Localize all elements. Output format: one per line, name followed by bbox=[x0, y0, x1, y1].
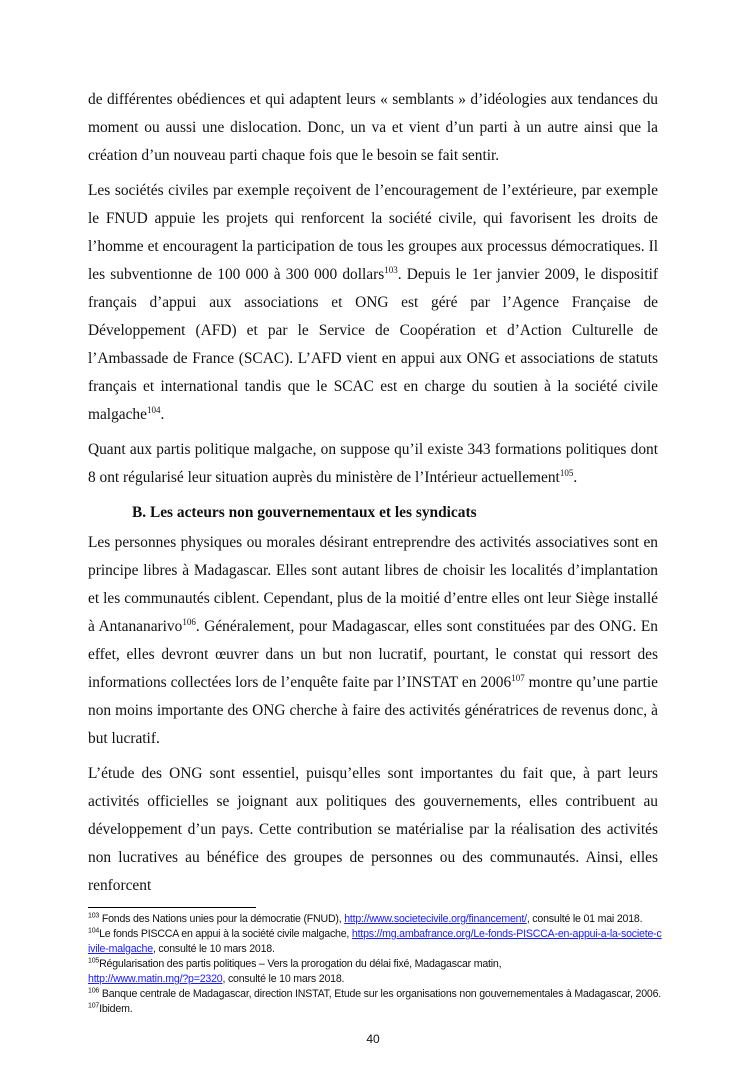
paragraph-text: . Depuis le 1er janvier 2009, le dispositif français d’appui aux associations et ONG est géré par l’Agence Française de Développement (AFD) et par le Service de Coopération et d’Action Culturelle de l’Ambassade de France (SCAC). L’AFD vient en appui aux ONG et associations de statuts français et international tandis que le SCAC est en charge du soutien à la société civile malgache bbox=[88, 266, 658, 423]
footnote-ref[interactable]: 103 bbox=[384, 264, 398, 275]
page-number: 40 bbox=[366, 1032, 380, 1046]
footnote-number: 103 bbox=[88, 912, 100, 920]
footnote bbox=[88, 927, 663, 957]
footnote-text: , consulté le 10 mars 2018. bbox=[152, 943, 275, 955]
footnote bbox=[88, 912, 663, 927]
footnote bbox=[88, 957, 663, 987]
footnote-link[interactable]: https://mg.ambafrance.org/Le-fonds-PISCCA-en-appui-a-la-societe-civile-malgache bbox=[88, 928, 662, 955]
page-body bbox=[88, 86, 658, 900]
paragraph bbox=[88, 436, 658, 492]
footnote bbox=[88, 987, 663, 1002]
footnote-text: Le fonds PISCCA en appui à la société civile malgache, bbox=[99, 928, 352, 940]
footnote-text: Ibidem. bbox=[99, 1003, 133, 1015]
paragraph-text: de différentes obédiences et qui adaptent leurs « semblants » d’idéologies aux tendances du moment ou aussi une dislocation. Donc, un va et vient d’un parti à un autre ainsi que la création d’un nouveau parti chaque fois que le besoin se fait sentir. bbox=[88, 91, 658, 164]
paragraph bbox=[88, 760, 658, 900]
section-heading: B. Les acteurs non gouvernementaux et les syndicats bbox=[132, 504, 477, 521]
footnote-ref[interactable]: 107 bbox=[511, 672, 525, 683]
footnote-text: Fonds des Nations unies pour la démocratie (FNUD), bbox=[99, 913, 345, 925]
footnote-ref[interactable]: 106 bbox=[182, 616, 196, 627]
footnote-ref[interactable]: 105 bbox=[559, 467, 574, 478]
footnote-text: Régularisation des partis politiques – Vers la prorogation du délai fixé, Madagascar matin, bbox=[99, 958, 502, 970]
footnote-number: 105 bbox=[88, 957, 100, 965]
paragraph-text: L’étude des ONG sont essentiel, puisqu’elles sont importantes du fait que, à part leurs activités officielles se joignant aux politiques des gouvernements, elles contribuent au développement d’un pays. Cette contribution se matérialise par la réalisation des activités non lucratives au bénéfice des groupes de personnes ou des communautés. Ainsi, elles renforcent bbox=[88, 765, 658, 894]
footnote-text: Banque centrale de Madagascar, direction INSTAT, Etude sur les organisations non gouvernementales à Madagascar, 2006. bbox=[99, 988, 662, 1000]
paragraph-text: . Généralement, pour Madagascar, elles sont constituées par des ONG. En effet, elles devront œuvrer dans un but non lucratif, pourtant, le constat qui ressort des informations collectées lors de l’enquête faite par l’INSTAT en 2006 bbox=[88, 618, 658, 691]
footnote-text: , consulté le 01 mai 2018. bbox=[526, 913, 643, 925]
footnote bbox=[88, 1002, 663, 1017]
paragraph bbox=[88, 86, 658, 170]
paragraph-text: Les sociétés civiles par exemple reçoivent de l’encouragement de l’extérieure, par exemple le FNUD appuie les projets qui renforcent la société civile, qui favorisent les droits de l’homme et encouragent la participation de tous les groupes aux processus démocratiques. Il les subventionne de 100 000 à 300 000 dollars bbox=[88, 182, 658, 283]
footnote-number: 106 bbox=[88, 987, 100, 995]
paragraph bbox=[88, 177, 658, 429]
footnote-number: 104 bbox=[88, 927, 100, 935]
paragraph-text: montre qu’une partie non moins importante des ONG cherche à faire des activités génératrices de revenus donc, à but lucratif. bbox=[88, 674, 658, 747]
paragraph-text: Les personnes physiques ou morales désirant entreprendre des activités associatives sont en principe libres à Madagascar. Elles sont autant libres de choisir les localités d’implantation et les communautés ciblent. Cependant, plus de la moitié d’entre elles ont leur Siège installé à Antananarivo bbox=[88, 534, 658, 635]
paragraph-text: . bbox=[160, 406, 165, 423]
footnote-separator bbox=[88, 907, 256, 908]
paragraph bbox=[88, 529, 658, 753]
footnote-text: , consulté le 10 mars 2018. bbox=[222, 973, 345, 985]
footnote-link[interactable]: http://www.societecivile.org/financement/ bbox=[344, 913, 527, 925]
paragraph-text: . bbox=[573, 469, 578, 486]
footnotes bbox=[88, 912, 663, 1017]
footnote-link[interactable]: http://www.matin.mg/?p=2320 bbox=[88, 973, 223, 985]
paragraph-text: Quant aux partis politique malgache, on suppose qu’il existe 343 formations politiques dont 8 ont régularisé leur situation auprès du ministère de l’Intérieur actuellement bbox=[88, 441, 658, 486]
footnote-ref[interactable]: 104 bbox=[146, 404, 161, 415]
footnote-number: 107 bbox=[88, 1002, 100, 1010]
